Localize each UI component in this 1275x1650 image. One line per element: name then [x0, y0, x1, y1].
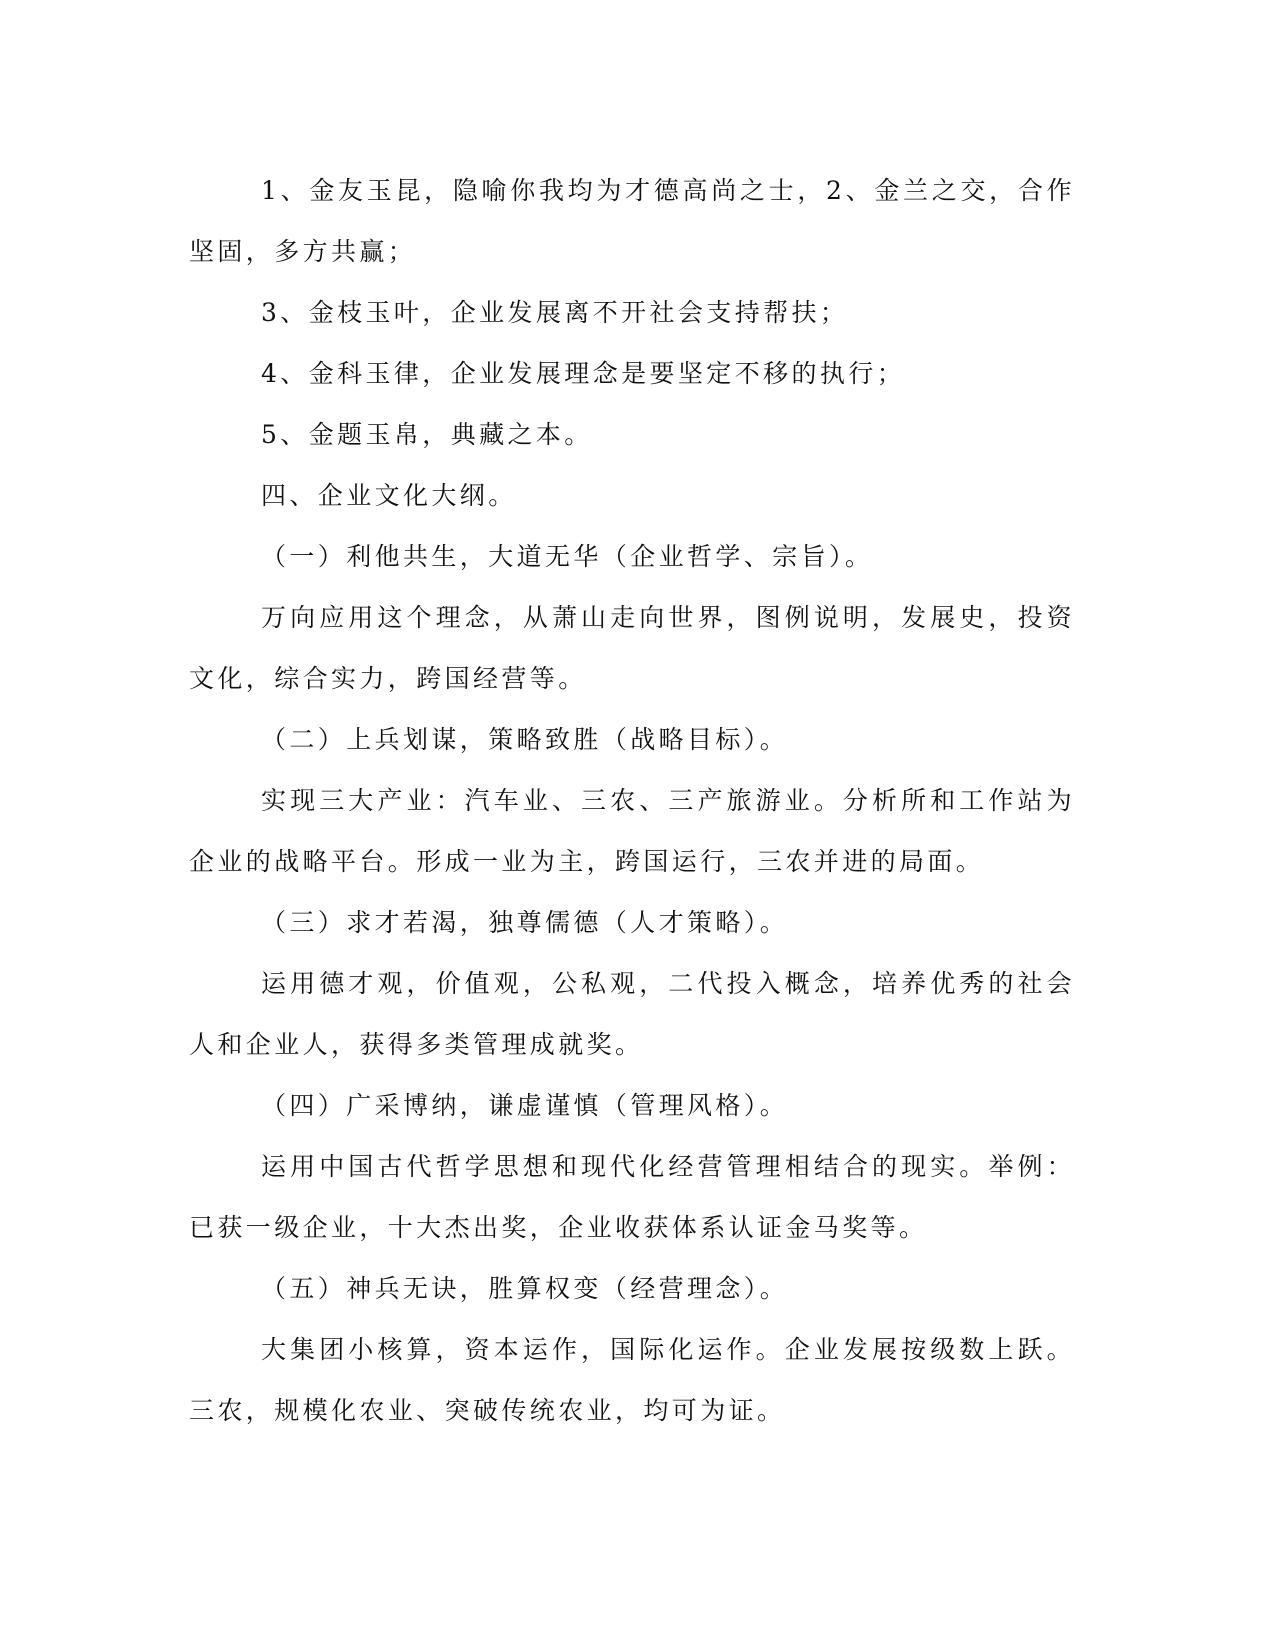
paragraph-body-5: 大集团小核算，资本运作，国际化运作。企业发展按级数上跃。三农，规模化农业、突破传统农业，均可为证。 — [189, 1335, 1075, 1425]
section-heading-4: 四、企业文化大纲。 — [261, 481, 517, 510]
subheading-5: （五）神兵无诀，胜算权变（经营理念）。 — [261, 1274, 789, 1303]
paragraph-body-1: 万向应用这个理念，从萧山走向世界，图例说明，发展史，投资文化，综合实力，跨国经营等。 — [189, 603, 1075, 693]
subheading-1: （一）利他共生，大道无华（企业哲学、宗旨）。 — [261, 542, 874, 571]
paragraph-body-3: 运用德才观，价值观，公私观，二代投入概念，培养优秀的社会人和企业人，获得多类管理成就奖。 — [189, 969, 1075, 1059]
paragraph-item-5: 5、金题玉帛，典藏之本。 — [261, 420, 593, 449]
paragraph-item-4: 4、金科玉律，企业发展理念是要坚定不移的执行； — [261, 359, 906, 388]
subheading-3: （三）求才若渴，独尊儒德（人才策略）。 — [261, 908, 789, 937]
subheading-2: （二）上兵划谋，策略致胜（战略目标）。 — [261, 725, 789, 754]
paragraph-body-4: 运用中国古代哲学思想和现代化经营管理相结合的现实。举例：已获一级企业，十大杰出奖，企业收获体系认证金马奖等。 — [189, 1152, 1075, 1242]
document-body — [189, 160, 1075, 1441]
paragraph-item-1-2: 1、金友玉昆，隐喻你我均为才德高尚之士，2、金兰之交，合作坚固，多方共赢； — [189, 176, 1075, 266]
paragraph-body-2: 实现三大产业：汽车业、三农、三产旅游业。分析所和工作站为企业的战略平台。形成一业为主，跨国运行，三农并进的局面。 — [189, 786, 1075, 876]
subheading-4: （四）广采博纳，谦虚谨慎（管理风格）。 — [261, 1091, 789, 1120]
paragraph-item-3: 3、金枝玉叶，企业发展离不开社会支持帮扶； — [261, 298, 849, 327]
